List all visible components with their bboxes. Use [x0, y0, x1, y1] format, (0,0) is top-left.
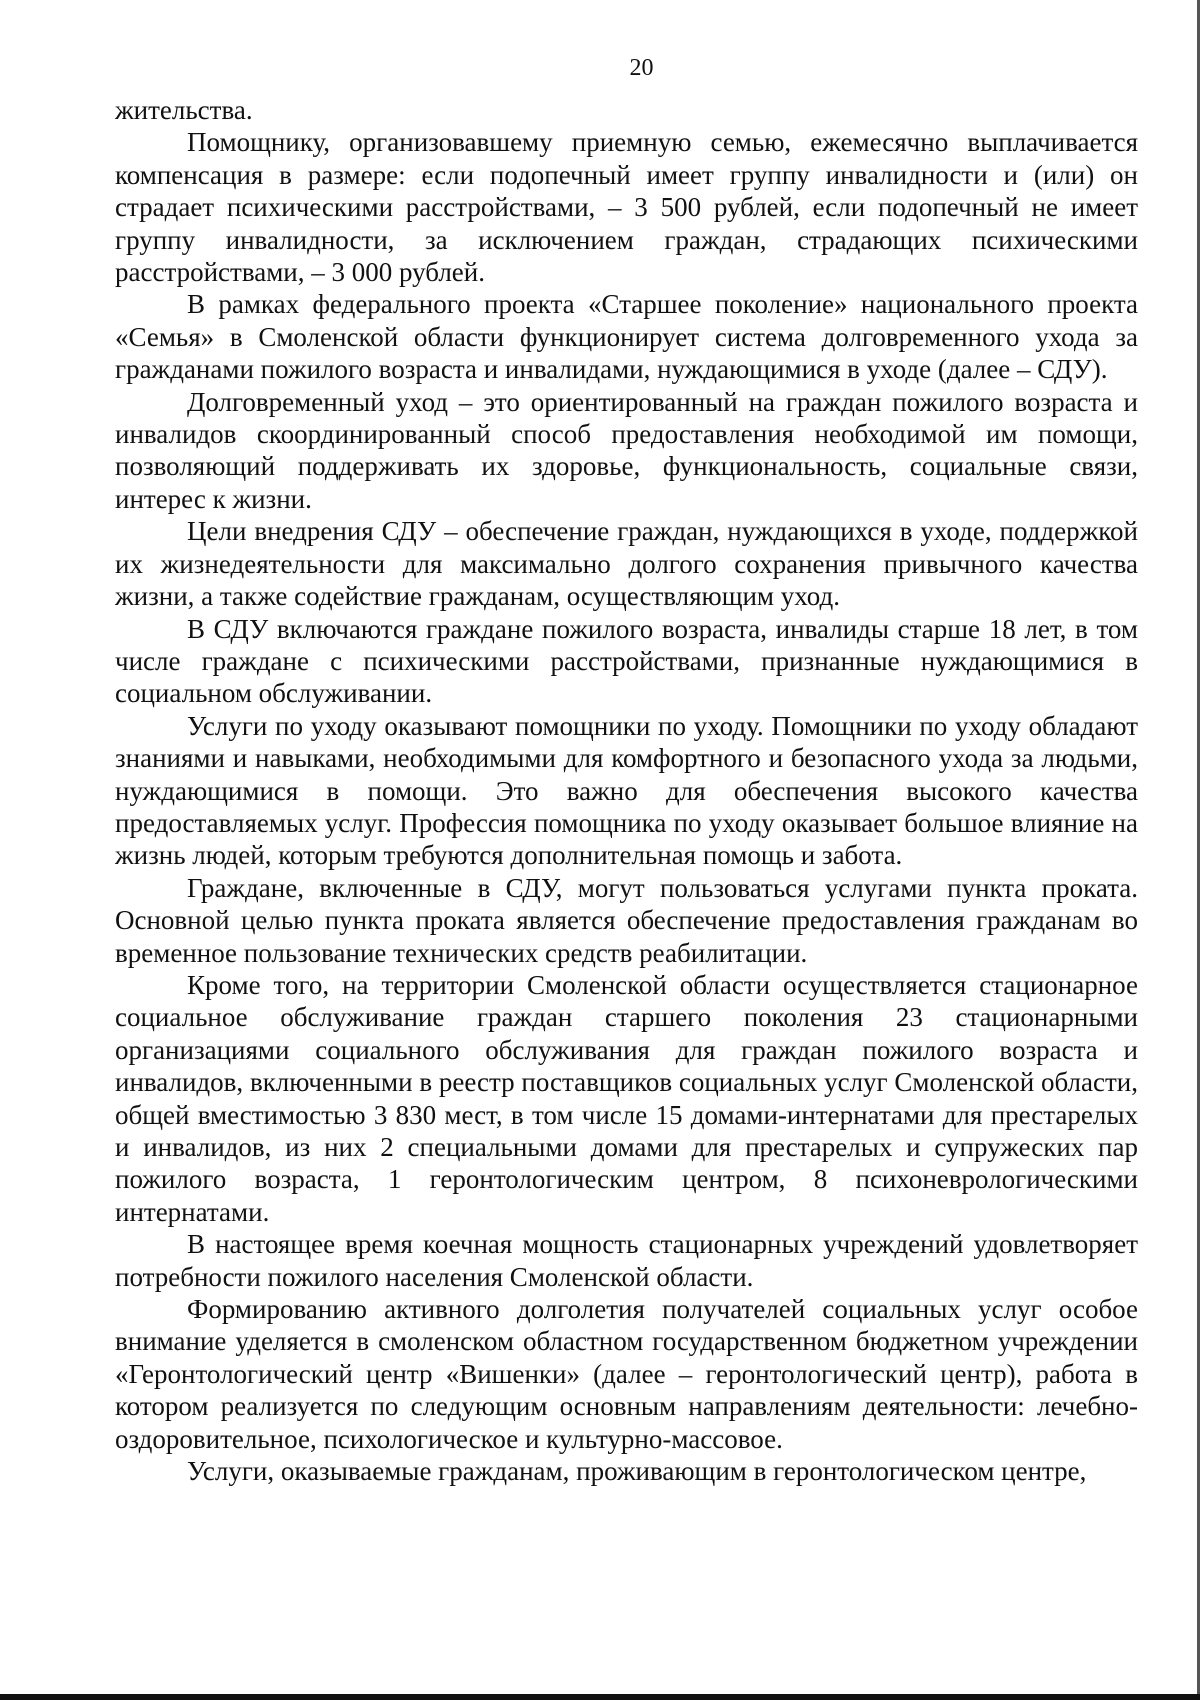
paragraph-8: Граждане, включенные в СДУ, могут пользоваться услугами пункта проката. Основной целью пункта проката является обеспечение предоставления гражданам во временное пользование технических средств реабилитации.: [115, 872, 1138, 968]
scan-edge-bottom: [0, 1694, 1200, 1700]
paragraph-12: Услуги, оказываемые гражданам, проживающим в геронтологическом центре,: [187, 1456, 1087, 1487]
paragraph-10: В настоящее время коечная мощность стационарных учреждений удовлетворяет потребности пожилого населения Смоленской области.: [115, 1229, 1138, 1292]
paragraph-9: Кроме того, на территории Смоленской области осуществляется стационарное социальное обслуживание граждан старшего поколения 23 стационарными организациями социального обслуживания для граждан пожилого возраста и инвалидов, включенными в реестр поставщиков социальных услуг Смоленской области, общей вместимостью 3 830 мест, в том числе 15 домами-интернатами для престарелых и инвалидов, из них 2 специальными домами для престарелых и супружеских пар пожилого возраста, 1 геронтологическим центром, 8 психоневрологическими интернатами.: [115, 969, 1138, 1227]
paragraph-6: В СДУ включаются граждане пожилого возраста, инвалиды старше 18 лет, в том числе граждане с психическими расстройствами, признанные нуждающимися в социальном обслуживании.: [115, 613, 1138, 709]
paragraph-5: Цели внедрения СДУ – обеспечение граждан, нуждающихся в уходе, поддержкой их жизнедеятельности для максимально долгого сохранения привычного качества жизни, а также содействие гражданам, осуществляющим уход.: [115, 516, 1138, 612]
paragraph-3: В рамках федерального проекта «Старшее поколение» национального проекта «Семья» в Смоленской области функционирует система долговременного ухода за гражданами пожилого возраста и инвалидами, нуждающимися в уходе (далее – СДУ).: [115, 289, 1138, 385]
paragraph-1: жительства.: [115, 95, 253, 125]
paragraph-2: Помощнику, организовавшему приемную семью, ежемесячно выплачивается компенсация в размере: если подопечный имеет группу инвалидности и (или) он страдает психическими расстройствами, – 3 500 рублей, если подопечный не имеет группу инвалидности, за исключением граждан, страдающих психическими расстройствами, – 3 000 рублей.: [115, 127, 1138, 288]
paragraph-7: Услуги по уходу оказывают помощники по уходу. Помощники по уходу обладают знаниями и навыками, необходимыми для комфортного и безопасного ухода за людьми, нуждающимися в помощи. Это важно для обеспечения высокого качества предоставляемых услуг. Профессия помощника по уходу оказывает большое влияние на жизнь людей, которым требуются дополнительная помощь и забота.: [115, 710, 1138, 871]
page-number: 20: [629, 55, 654, 81]
paragraph-11: Формированию активного долголетия получателей социальных услуг особое внимание уделяется в смоленском областном государственном бюджетном учреждении «Геронтологический центр «Вишенки» (далее – геронтологический центр), работа в котором реализуется по следующим основным направлениям деятельности: лечебно-оздоровительное, психологическое и культурно-массовое.: [115, 1294, 1138, 1454]
body-text: [115, 94, 1138, 1487]
paragraph-4: Долговременный уход – это ориентированный на граждан пожилого возраста и инвалидов скоординированный способ предоставления необходимой им помощи, позволяющий поддерживать их здоровье, функциональность, социальные связи, интерес к жизни.: [115, 386, 1138, 514]
